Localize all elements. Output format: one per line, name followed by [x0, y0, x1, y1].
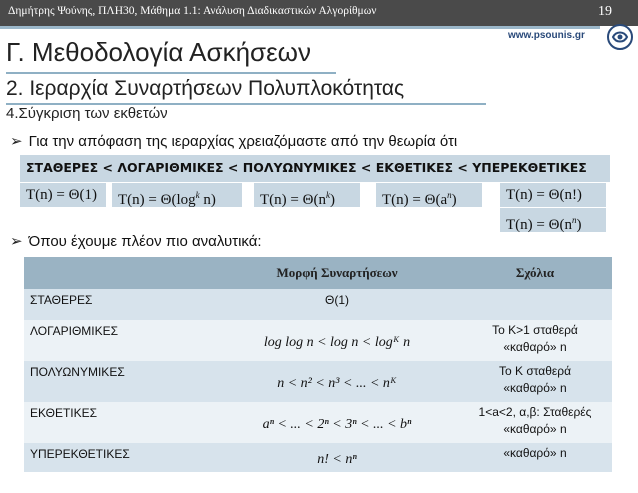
table-cell-comment: 1<a<2, α,β: Σταθερές «καθαρό» n [458, 402, 612, 443]
table-cell-form: log log n < log n < logᴷ n [216, 320, 458, 361]
bullet-arrow-icon: ➢ [10, 133, 23, 150]
table-cell-form: aⁿ < ... < 2ⁿ < 3ⁿ < ... < bⁿ [216, 402, 458, 443]
formula-logarithmic: $T(n) = \Theta(\log^k$ n) [112, 183, 242, 207]
table-cell-form: Θ(1) [216, 289, 458, 320]
header-title: Δημήτρης Ψούνης, ΠΛΗ30, Μάθημα 1.1: Ανάλυση Διαδικαστικών Αλγορίθμων [8, 5, 377, 17]
slide-header-bar [0, 0, 638, 26]
formula-superexponential: $T(n) = \Theta(n^n)$ [500, 208, 606, 232]
table-row [24, 402, 612, 443]
table-cell-category: ΕΚΘΕΤΙΚΕΣ [24, 402, 216, 443]
table-row [24, 361, 612, 402]
psounis-logo-icon [606, 23, 634, 51]
slide-subtitle: 2. Ιεραρχία Συναρτήσεων Πολυπλοκότητας [6, 77, 405, 100]
table-cell-comment: Το K>1 σταθερά «καθαρό» n [458, 320, 612, 361]
hierarchy-text: ΣΤΑΘΕΡΕΣ < ΛΟΓΑΡΙΘΜΙΚΕΣ < ΠΟΛΥΩΝΥΜΙΚΕΣ < ΕΚΘΕΤΙΚΕΣ < ΥΠΕΡΕΚΘΕΤΙΚΕΣ [26, 160, 587, 175]
table-cell-category: ΛΟΓΑΡΙΘΜΙΚΕΣ [24, 320, 216, 361]
formula-constant: T(n) = Θ(1) [20, 183, 106, 207]
table-cell-comment: Το K σταθερά «καθαρό» n [458, 361, 612, 402]
complexity-table [24, 257, 612, 472]
table-cell-form: n! < nⁿ [216, 443, 458, 472]
table-header-cell [24, 257, 216, 289]
table-cell-comment: «καθαρό» n [458, 443, 612, 472]
formula-exponential: $T(n) = \Theta(a^n)$ [376, 183, 482, 207]
bullet-2-text: Όπου έχουμε πλέον πιο αναλυτικά: [28, 233, 262, 250]
header-accent-line [0, 26, 600, 29]
table-header-cell: Σχόλια [458, 257, 612, 289]
hierarchy-highlight [20, 155, 610, 182]
table-row [24, 320, 612, 361]
bullet-1 [10, 132, 457, 150]
table-cell-form: n < n² < n³ < ... < nᴷ [216, 361, 458, 402]
site-url: www.psounis.gr [508, 30, 585, 41]
bullet-1-text: Για την απόφαση της ιεραρχίας χρειαζόμαστε από την θεωρία ότι [28, 133, 458, 150]
slide-title: Γ. Μεθοδολογία Ασκήσεων [6, 37, 311, 67]
page-number: 19 [598, 4, 612, 19]
table-cell-category: ΠΟΛΥΩΝΥΜΙΚΕΣ [24, 361, 216, 402]
table-header-row [24, 257, 612, 289]
formula-factorial: T(n) = Θ(n!) [500, 183, 606, 207]
table-row [24, 289, 612, 320]
table-cell-category: ΥΠΕΡΕΚΘΕΤΙΚΕΣ [24, 443, 216, 472]
table-header-cell: Μορφή Συναρτήσεων [216, 257, 458, 289]
table-cell-category: ΣΤΑΘΕΡΕΣ [24, 289, 216, 320]
bullet-2 [10, 232, 262, 250]
formula-polynomial: $T(n) = \Theta(n^k)$ [254, 183, 360, 207]
section-heading: 4.Σύγκριση των εκθετών [6, 105, 168, 122]
table-cell-comment [458, 289, 612, 320]
table-row [24, 443, 612, 472]
title-underline [6, 72, 336, 74]
bullet-arrow-icon: ➢ [10, 233, 23, 250]
